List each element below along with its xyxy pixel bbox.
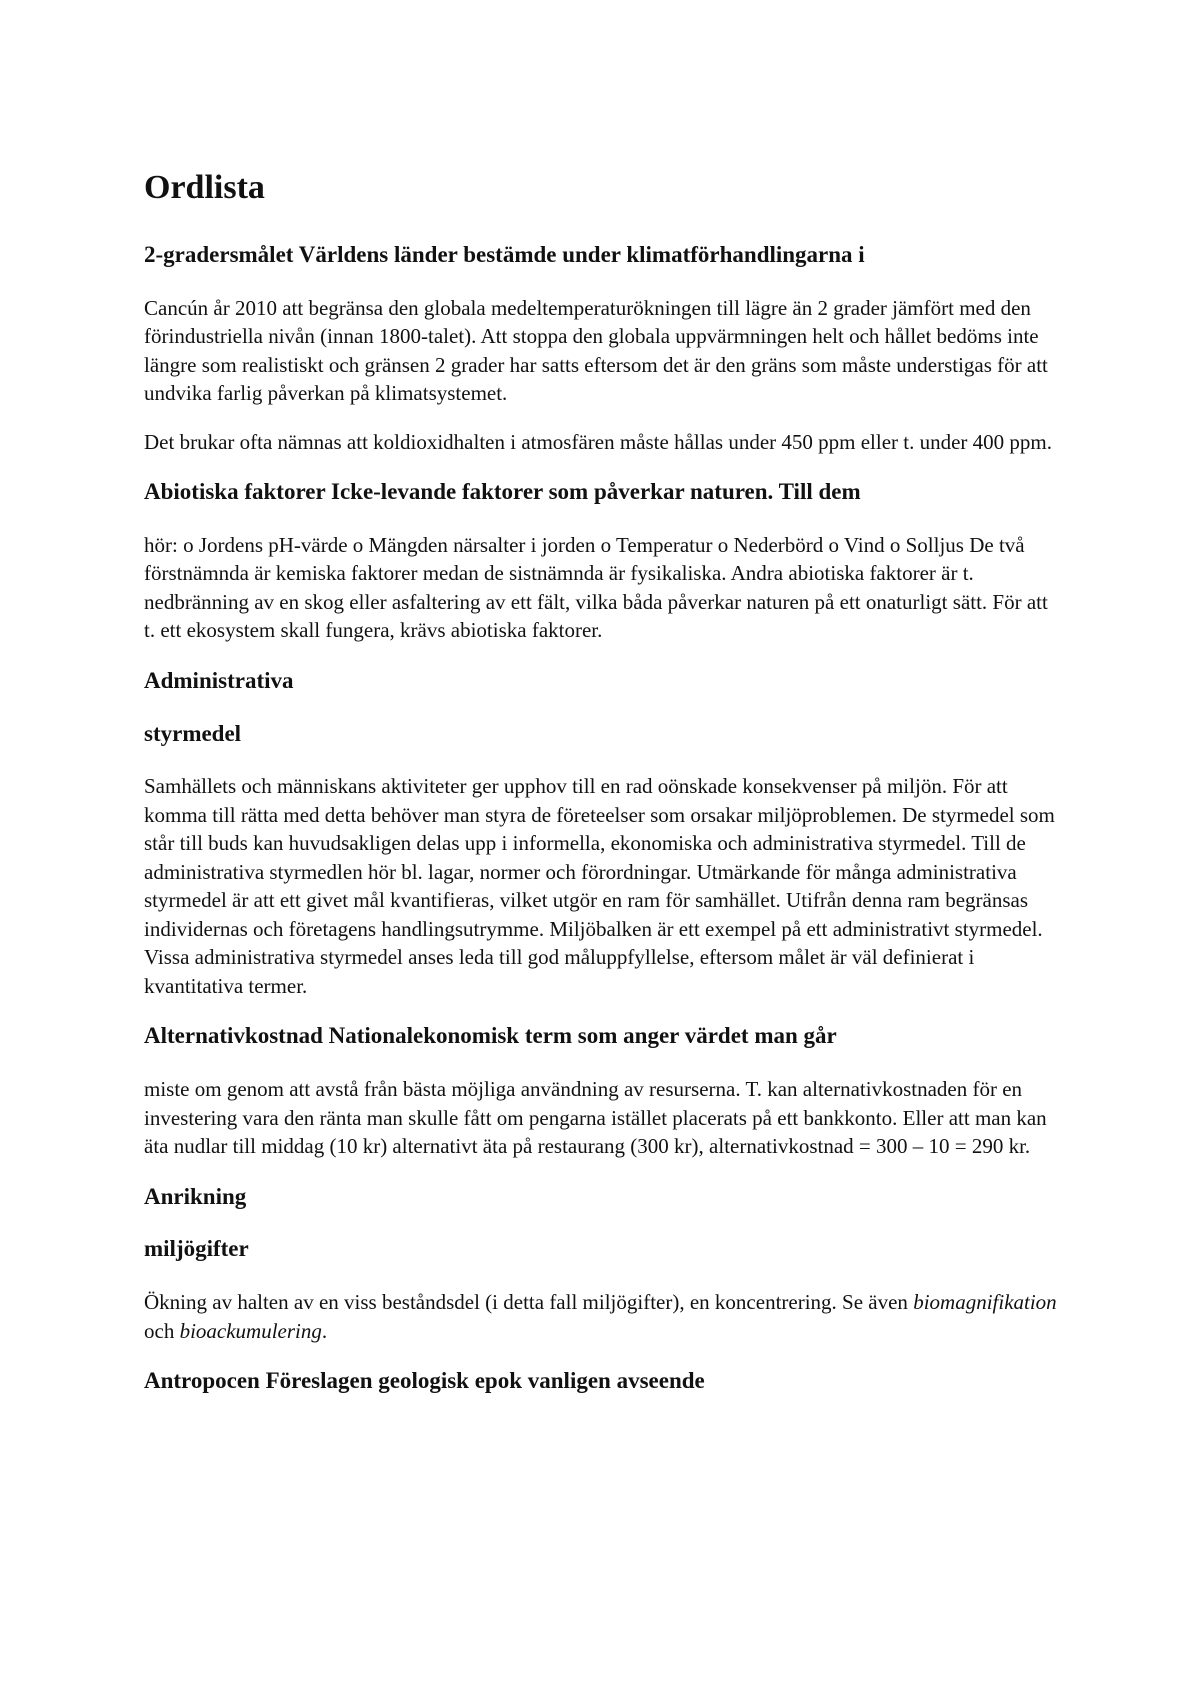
cross-reference: bioackumulering — [179, 1318, 322, 1343]
document-page — [144, 168, 1064, 1420]
term-heading: Abiotiska faktorer Icke-levande faktorer som påverkar naturen. Till dem — [144, 479, 861, 505]
term-heading: Alternativkostnad Nationalekonomisk term som anger värdet man går — [144, 1023, 837, 1049]
definition-text: och — [144, 1318, 175, 1343]
term-heading: Antropocen Föreslagen geologisk epok vanligen avseende — [144, 1368, 705, 1394]
term-definition: miste om genom att avstå från bästa möjliga användning av resurserna. T. kan alternativkostnaden för en investering vara den ränta man skulle fått om pengarna istället placerats på ett bankkonto. Eller att man kan äta nudlar till middag (10 kr) alternativt äta på restaurang (300 kr), alternativkostnad = 300 – 10 = 290 kr. — [144, 1077, 1047, 1159]
entry-2-gradersmalet — [144, 241, 1064, 456]
term-definition: Cancún år 2010 att begränsa den globala medeltemperaturökningen till lägre än 2 grader jämfört med den förindustriella nivån (innan 1800-talet). Att stoppa den globala uppvärmningen helt och hållet bedöms inte längre som realistiskt och gränsen 2 grader har satts eftersom det är den gräns som måste understigas för att undvika farlig påverkan på klimatsystemet. — [144, 295, 1048, 406]
cross-reference: biomagnifikation — [913, 1290, 1057, 1315]
term-definition: hör: o Jordens pH-värde o Mängden närsalter i jorden o Temperatur o Nederbörd o Vind o Solljus De två förstnämnda är kemiska faktorer medan de sistnämnda är fysikaliska. Andra abiotiska faktorer är t. nedbränning av en skog eller asfaltering av ett fält, vilka båda påverkar naturen på ett onaturligt sätt. För att t. ett ekosystem skall fungera, krävs abiotiska faktorer. — [144, 532, 1048, 643]
entry-antropocen — [144, 1367, 1064, 1396]
entry-administrativa-styrmedel — [144, 667, 1064, 1001]
term-heading: Anrikning — [144, 1183, 247, 1209]
definition-text: Ökning av halten av en viss beståndsdel (i detta fall miljögifter), en koncentrering. Se även — [144, 1290, 908, 1315]
entry-abiotiska-faktorer — [144, 478, 1064, 645]
page-title: Ordlista — [144, 169, 265, 206]
definition-text: . — [321, 1318, 328, 1343]
entry-alternativkostnad — [144, 1022, 1064, 1160]
term-heading: Administrativa — [144, 667, 294, 693]
term-definition — [144, 1288, 1064, 1345]
entry-anrikning-miljogifter — [144, 1183, 1064, 1346]
term-definition: Det brukar ofta nämnas att koldioxidhalten i atmosfären måste hållas under 450 ppm eller t. under 400 ppm. — [144, 429, 1053, 454]
term-heading: styrmedel — [144, 720, 242, 746]
term-heading: miljögifter — [144, 1236, 249, 1262]
term-heading: 2-gradersmålet Världens länder bestämde under klimatförhandlingarna i — [144, 241, 865, 267]
term-definition: Samhällets och människans aktiviteter ger upphov till en rad oönskade konsekvenser på miljön. För att komma till rätta med detta behöver man styra de företeelser som orsakar miljöproblemen. De styrmedel som står till buds kan huvudsakligen delas upp i informella, ekonomiska och administrativa styrmedel. Till de administrativa styrmedlen hör bl. lagar, normer och förordningar. Utmärkande för många administrativa styrmedel är att ett givet mål kvantifieras, vilket utgör en ram för samhället. Utifrån denna ram begränsas individernas och företagens handlingsutrymme. Miljöbalken är ett exempel på ett administrativt styrmedel. Vissa administrativa styrmedel anses leda till god måluppfyllelse, eftersom målet är väl definierat i kvantitativa termer. — [144, 774, 1055, 998]
